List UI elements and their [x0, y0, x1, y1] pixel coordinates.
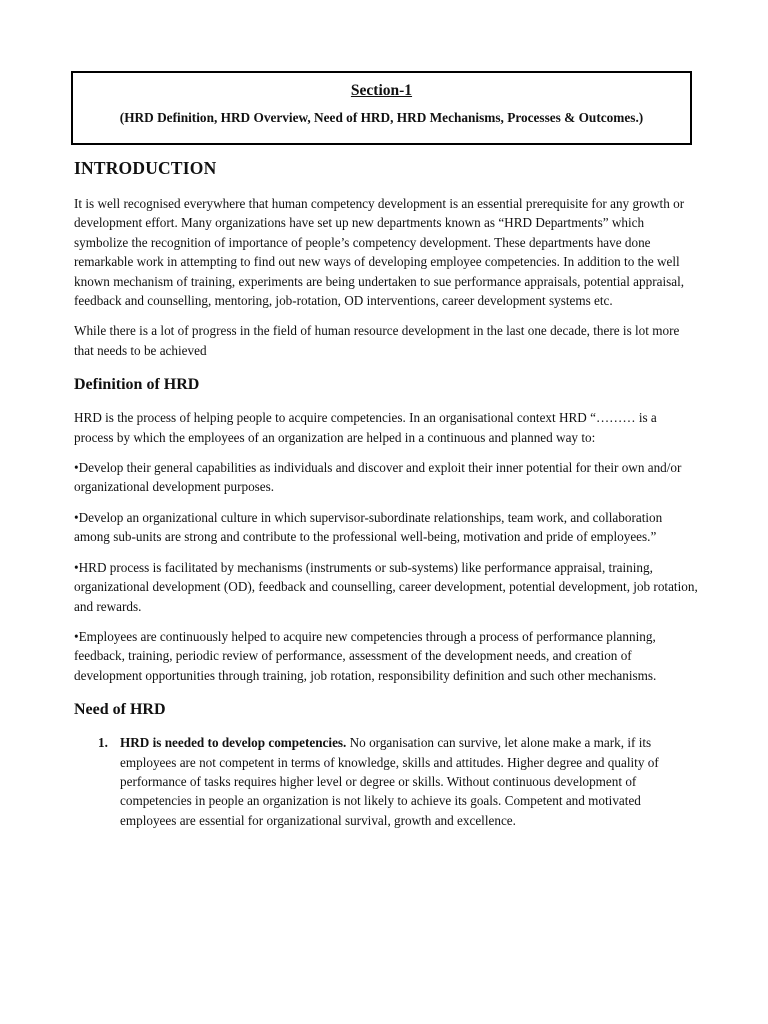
definition-bullet-text: Develop their general capabilities as individuals and discover and exploit their inner potential for their own and/or organizational development purposes. [74, 460, 682, 495]
document-body [74, 158, 698, 830]
definition-bullet-text: HRD process is facilitated by mechanisms (instruments or sub-systems) like performance appraisal, training, organizational development (OD), feedback and counselling, career development, potential development, job rotation, and rewards. [74, 559, 698, 614]
bullet-marker: • [74, 559, 79, 575]
definition-bullet-1 [74, 458, 698, 497]
definition-bullet-2 [74, 508, 698, 547]
need-list [74, 733, 698, 830]
definition-bullet-3 [74, 558, 698, 616]
section-header-box [71, 71, 692, 145]
introduction-paragraph-2: While there is a lot of progress in the field of human resource development in the last one decade, there is lot more that needs to be achieved [74, 323, 680, 358]
need-item-text: No organisation can survive, let alone make a mark, if its employees are not competent in terms of knowledge, skills and attitudes. Higher degree and quality of performance of tasks requires higher level or degree or skills. Without continuous development of competencies in people an organization is not likely to achieve its goals. Competent and motivated employees are essential for organizational survival, growth and excellence. [120, 735, 659, 828]
definition-bullet-text: Employees are continuously helped to acquire new competencies through a process of performance planning, feedback, training, periodic review of performance, assessment of the development needs, and creation of development opportunities through training, job rotation, responsibility definition and such other mechanisms. [74, 628, 657, 683]
bullet-marker: • [74, 460, 79, 476]
definition-bullet-4 [74, 627, 698, 685]
list-number: 1. [98, 735, 108, 751]
need-item-lead: HRD is needed to develop competencies. [120, 735, 347, 751]
need-list-item [74, 733, 698, 830]
definition-intro: HRD is the process of helping people to acquire competencies. In an organisational context HRD “……… is a process by which the employees of an organization are helped in a continuous and planned way to: [74, 410, 657, 445]
section-subtitle: (HRD Definition, HRD Overview, Need of HRD, HRD Mechanisms, Processes & Outcomes.) [119, 110, 644, 125]
need-heading: Need of HRD [74, 701, 166, 719]
introduction-heading: INTRODUCTION [74, 158, 217, 178]
definition-bullet-text: Develop an organizational culture in which supervisor-subordinate relationships, team work, and collaboration among sub-units are strong and contribute to the professional well-being, motivation and pride of employees.” [74, 509, 663, 545]
definition-heading: Definition of HRD [74, 376, 200, 394]
section-title: Section-1 [350, 82, 413, 99]
bullet-marker: • [74, 628, 79, 644]
introduction-paragraph-1: It is well recognised everywhere that human competency development is an essential prerequisite for any growth or development effort. Many organizations have set up new departments known as “HRD Departments” which symbolize the recognition of importance of people’s competency development. These departments have done remarkable work in attempting to find out new ways of developing employee competencies. In addition to the well known mechanism of training, experiments are being undertaken to sue performance appraisals, potential appraisal, feedback and counselling, mentoring, job-rotation, OD interventions, career development systems etc. [74, 196, 685, 309]
bullet-marker: • [74, 509, 79, 525]
